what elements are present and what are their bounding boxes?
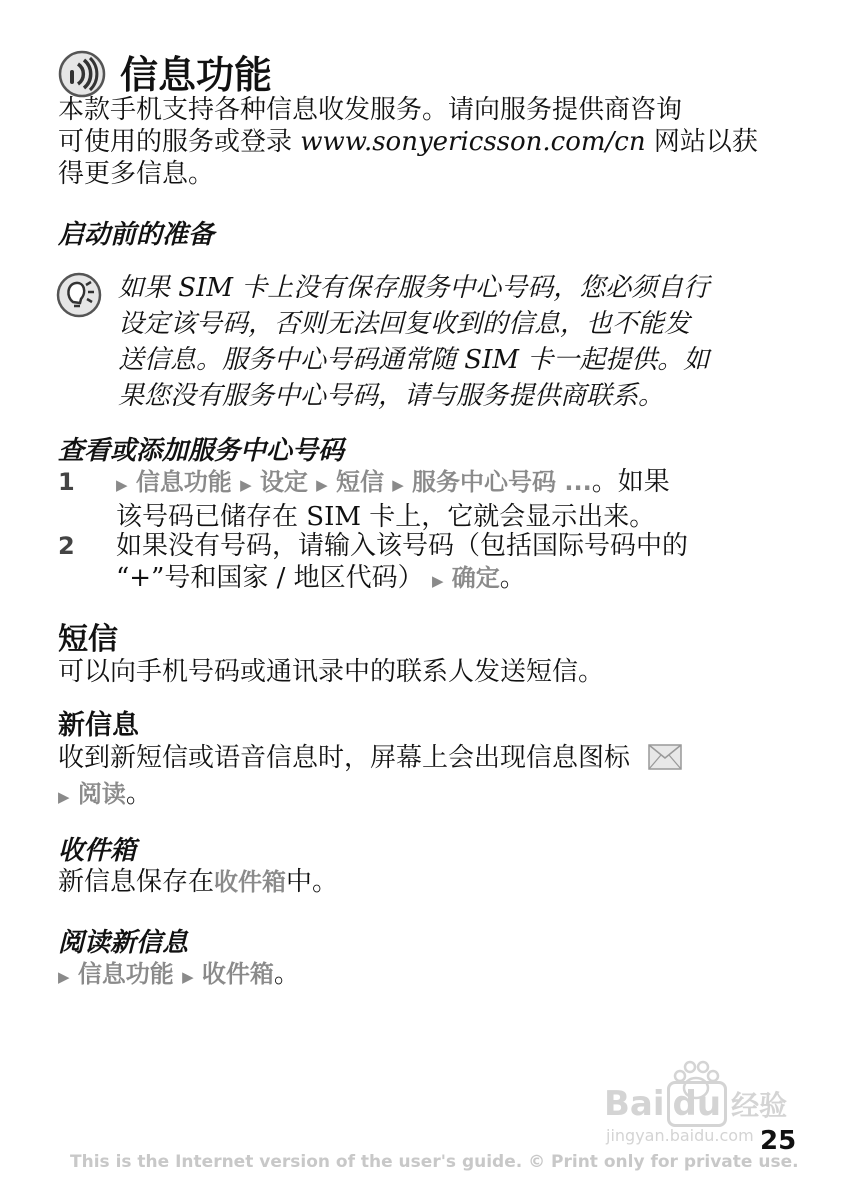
tip-line: 果您没有服务中心号码，请与服务提供商联系。	[118, 381, 665, 411]
watermark-brand: Bai	[604, 1084, 665, 1124]
intro-line-2a: 可使用的服务或登录	[58, 127, 301, 157]
step-1	[116, 466, 796, 533]
inbox-text-pre: 新信息保存在	[58, 867, 215, 897]
menu-inbox: 收件箱	[201, 960, 274, 988]
inbox-text-post: 中。	[286, 867, 339, 897]
arrow-icon: ▶	[431, 572, 444, 590]
step-1-tail: 。如果	[591, 467, 670, 497]
arrow-icon: ▶	[182, 968, 194, 986]
prep-heading: 启动前的准备	[58, 220, 215, 250]
menu-settings: 设定	[259, 468, 308, 496]
footer-notice: This is the Internet version of the user's guide. © Print only for private use.	[70, 1152, 799, 1172]
tip-line: 送信息。服务中心号码通常随 SIM 卡一起提供。如	[118, 345, 710, 375]
inbox-heading: 收件箱	[58, 836, 137, 866]
service-center-heading: 查看或添加服务中心号码	[58, 436, 345, 466]
intro-line-1: 本款手机支持各种信息收发服务。请向服务提供商咨询	[58, 95, 683, 125]
step-1-line-2: 该号码已储存在 SIM 卡上，它就会显示出来。	[116, 502, 656, 532]
arrow-icon: ▶	[316, 476, 328, 494]
menu-messaging: 信息功能	[77, 960, 174, 988]
menu-service-center: 服务中心号码 ...	[412, 468, 592, 496]
arrow-icon: ▶	[392, 476, 404, 494]
step-2-line-1: 如果没有号码，请输入该号码（包括国际号码中的	[116, 531, 689, 561]
lightbulb-tip-icon	[56, 272, 102, 318]
sms-heading: 短信	[58, 622, 118, 657]
page-number: 25	[760, 1126, 797, 1156]
menu-inbox: 收件箱	[214, 868, 287, 896]
menu-read: 阅读	[77, 780, 126, 808]
intro-paragraph	[58, 94, 798, 190]
read-new-tail: 。	[273, 959, 300, 989]
arrow-icon: ▶	[58, 788, 70, 806]
arrow-icon: ▶	[240, 476, 252, 494]
page-title: 信息功能	[120, 53, 273, 97]
messaging-wave-icon	[58, 50, 106, 98]
step-2-tail: 。	[499, 563, 526, 593]
read-new-text	[58, 958, 798, 993]
new-message-tail: 。	[125, 779, 152, 809]
website-url: www.sonyericsson.com/cn	[300, 127, 646, 157]
tip-line: 设定该号码，否则无法回复收到的信息，也不能发	[118, 309, 691, 339]
new-message-heading: 新信息	[58, 710, 139, 741]
envelope-icon	[648, 744, 682, 778]
watermark-brand-box: du	[667, 1081, 728, 1127]
step-2	[116, 530, 796, 597]
intro-line-3: 得更多信息。	[58, 159, 215, 189]
menu-messaging: 信息功能	[135, 468, 232, 496]
menu-sms: 短信	[335, 468, 384, 496]
read-new-heading: 阅读新信息	[58, 928, 189, 958]
step-number: 1	[58, 468, 75, 496]
step-number: 2	[58, 532, 75, 560]
inbox-text	[58, 866, 798, 898]
watermark-url: jingyan.baidu.com	[606, 1126, 754, 1145]
intro-line-2b: 网站以获	[645, 127, 758, 157]
arrow-icon: ▶	[58, 968, 70, 986]
tip-line: 如果 SIM 卡上没有保存服务中心号码，您必须自行	[118, 273, 710, 303]
sms-text: 可以向手机号码或通讯录中的联系人发送短信。	[58, 657, 605, 687]
watermark-brand-cn: 经验	[731, 1089, 788, 1122]
new-message-line-1: 收到新短信或语音信息时，屏幕上会出现信息图标	[58, 743, 631, 773]
arrow-icon: ▶	[116, 476, 128, 494]
step-2-line-2: “+”号和国家 / 地区代码）	[116, 563, 424, 593]
new-message-text	[58, 742, 798, 813]
tip-paragraph	[118, 270, 798, 414]
menu-ok: 确定	[451, 564, 500, 592]
